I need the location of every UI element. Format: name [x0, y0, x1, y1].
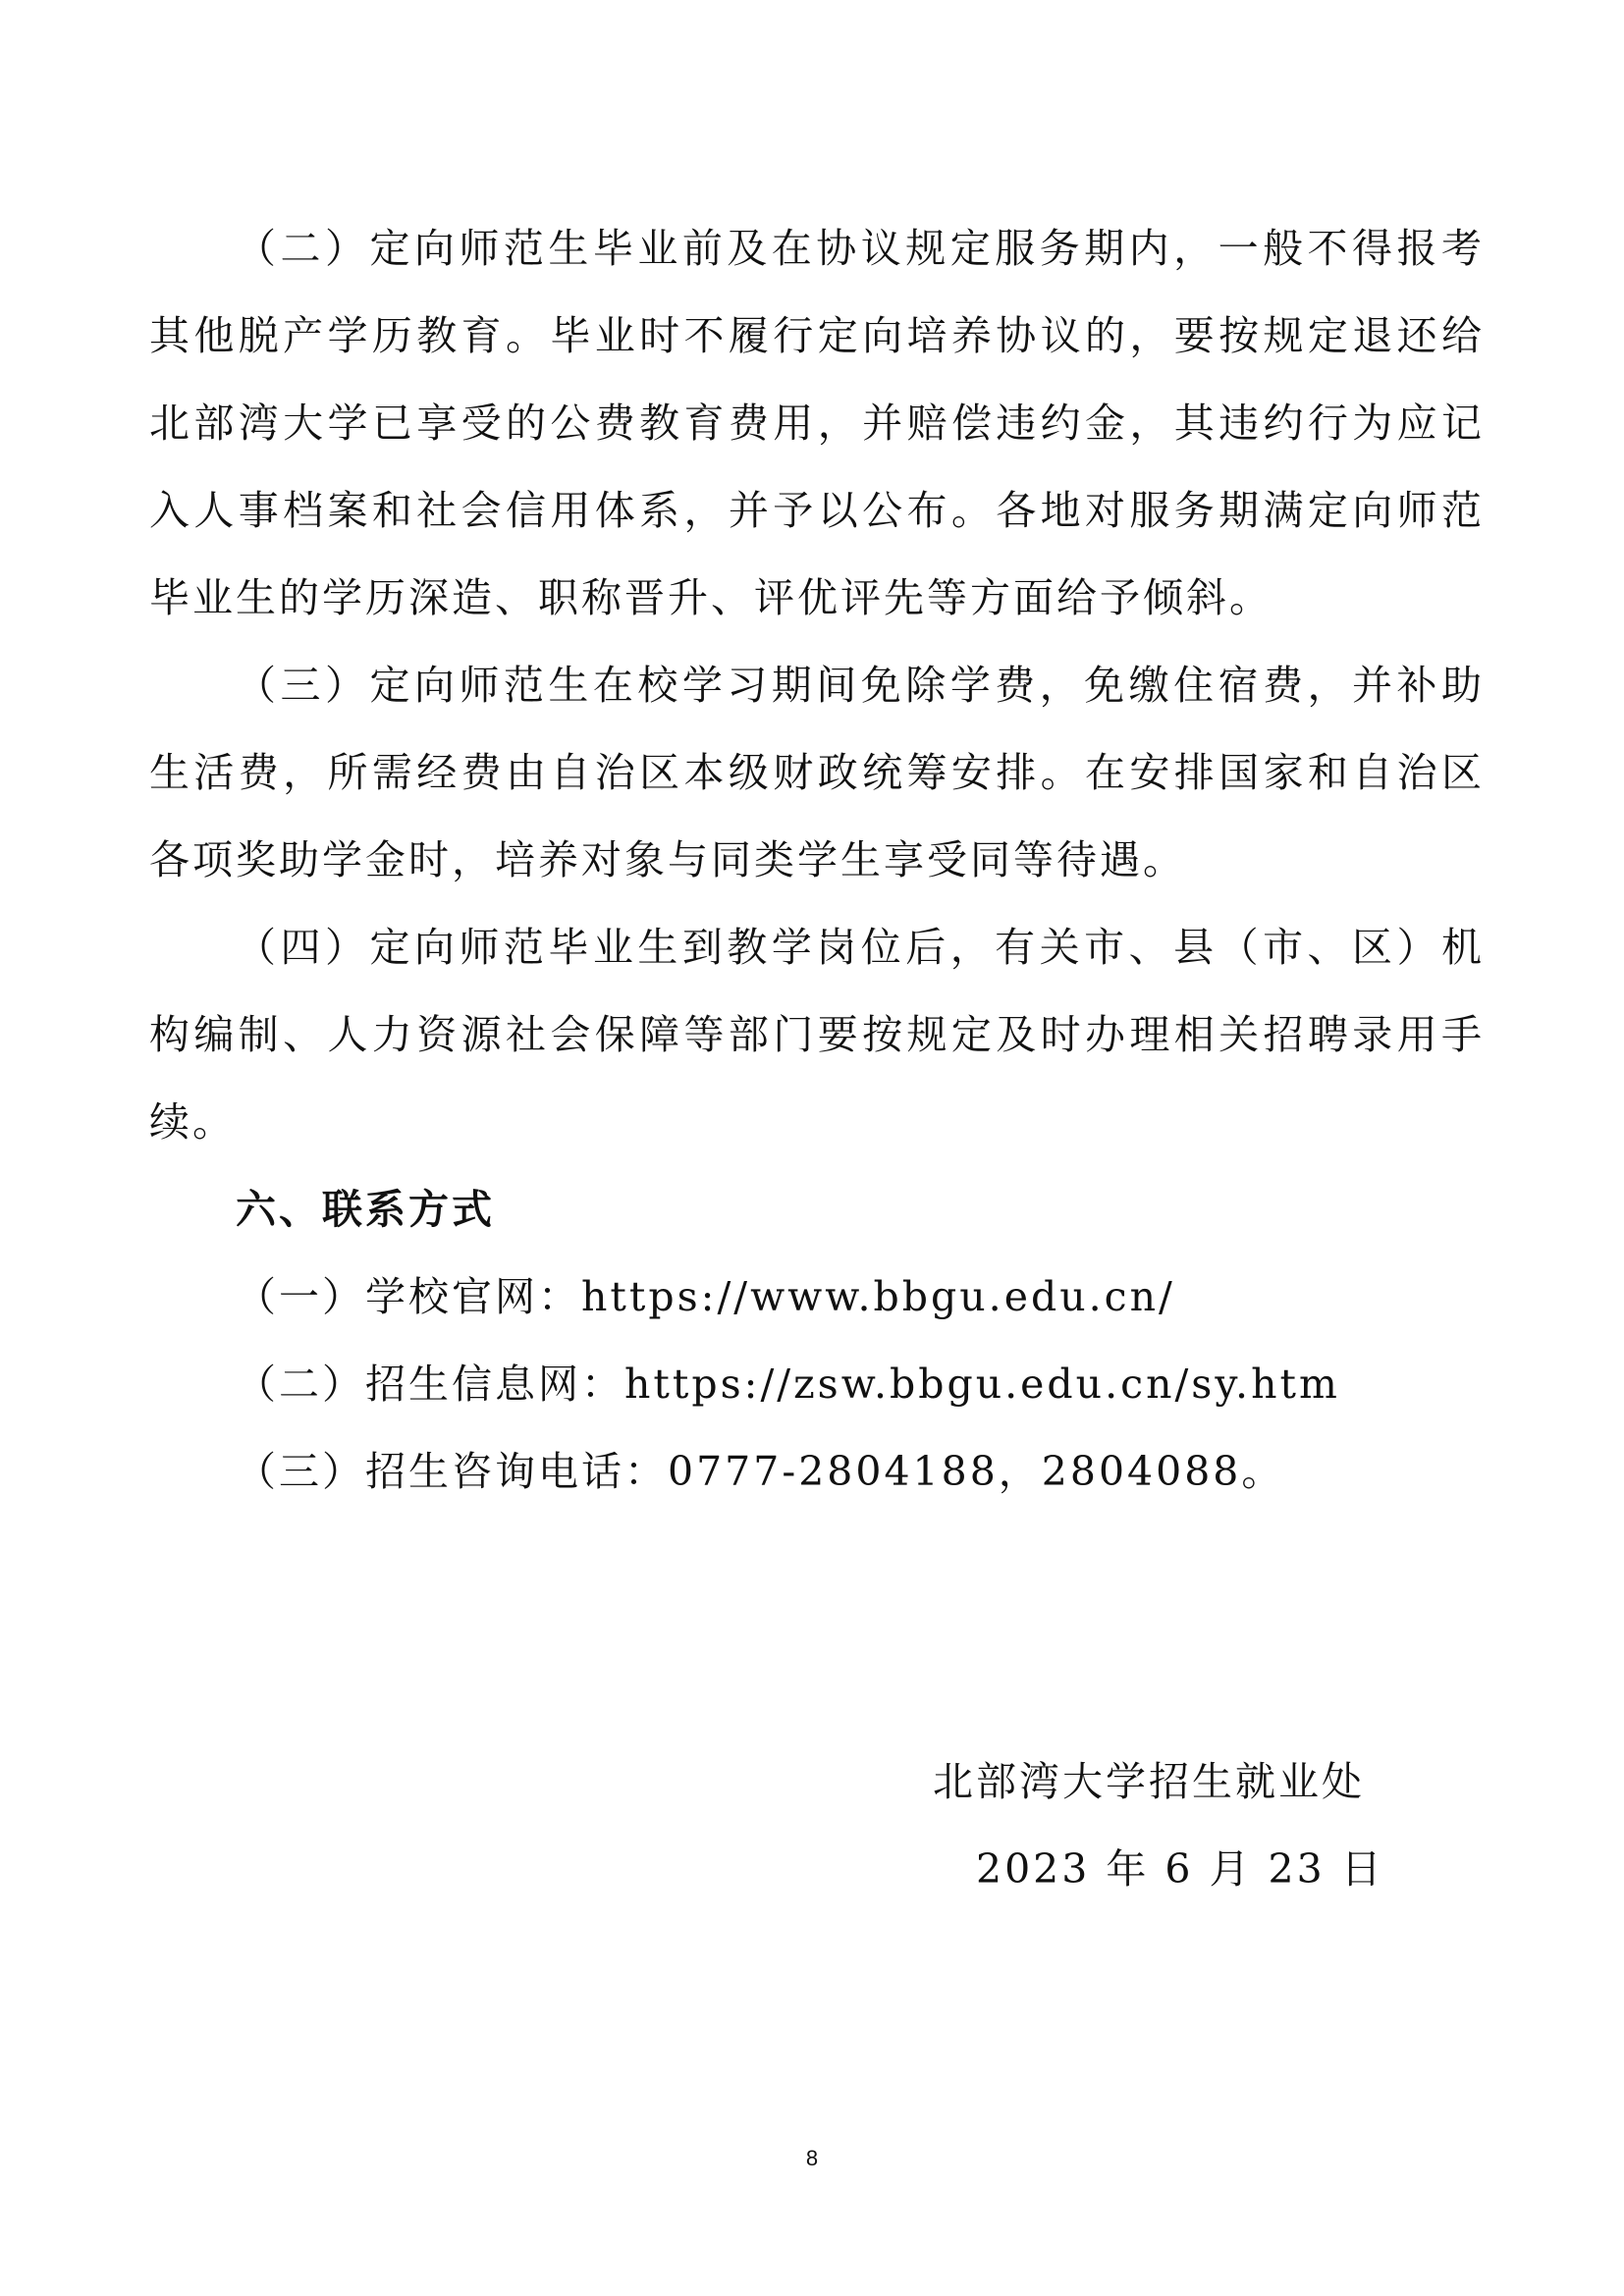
- section-heading-contact: 六、联系方式: [236, 1186, 495, 1233]
- document-body: [149, 205, 1485, 1516]
- signature-block: [933, 1738, 1404, 1913]
- contact-admissions-website: （二）招生信息网：https://zsw.bbgu.edu.cn/sy.htm: [236, 1361, 1340, 1408]
- paragraph-service-obligation: （二）定向师范生毕业前及在协议规定服务期内，一般不得报考其他脱产学历教育。毕业时不履行定向培养协议的，要按规定退还给北部湾大学已享受的公费教育费用，并赔偿违约金，其违约行为应记入人事档案和社会信用体系，并予以公布。各地对服务期满定向师范毕业生的学历深造、职称晋升、评优评先等方面给予倾斜。: [149, 225, 1485, 621]
- signature-organization: 北部湾大学招生就业处: [933, 1758, 1365, 1805]
- paragraph-tuition-exemption: （三）定向师范生在校学习期间免除学费，免缴住宿费，并补助生活费，所需经费由自治区本级财政统筹安排。在安排国家和自治区各项奖助学金时，培养对象与同类学生享受同等待遇。: [149, 662, 1485, 883]
- paragraph-employment-procedures: （四）定向师范毕业生到教学岗位后，有关市、县（市、区）机构编制、人力资源社会保障等部门要按规定及时办理相关招聘录用手续。: [149, 924, 1485, 1146]
- page-number: 8: [805, 2146, 819, 2170]
- contact-phone: （三）招生咨询电话：0777-2804188，2804088。: [236, 1448, 1285, 1495]
- signature-date: 2023 年 6 月 23 日: [976, 1845, 1384, 1893]
- contact-school-website: （一）学校官网：https://www.bbgu.edu.cn/: [236, 1273, 1175, 1320]
